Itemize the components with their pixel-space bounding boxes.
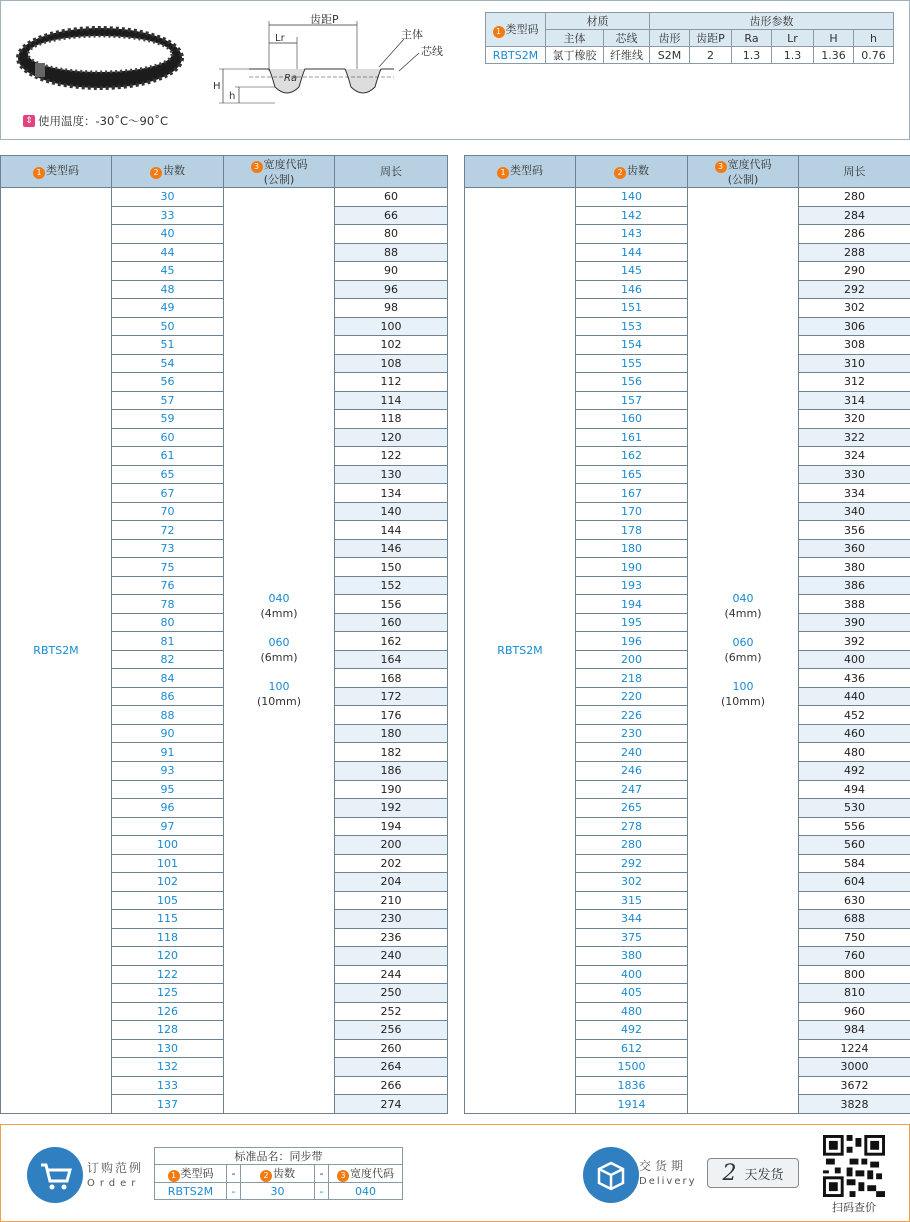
perimeter-cell: 440 (799, 687, 910, 706)
teeth-header: 2 齿数 (112, 156, 224, 188)
timing-belt-image (15, 23, 185, 93)
perimeter-cell: 630 (799, 891, 910, 910)
teeth-cell: 170 (576, 502, 688, 521)
perimeter-cell: 190 (335, 780, 448, 799)
perimeter-cell: 312 (799, 373, 910, 392)
tooth-profile-diagram (209, 11, 459, 111)
perimeter-cell: 306 (799, 317, 910, 336)
teeth-cell: 153 (576, 317, 688, 336)
teeth-cell: 344 (576, 910, 688, 929)
perimeter-cell: 274 (335, 1095, 448, 1114)
teeth-cell: 100 (112, 836, 224, 855)
perimeter-cell: 324 (799, 447, 910, 466)
perimeter-cell: 146 (335, 539, 448, 558)
pitch-label: 齿距P (310, 13, 339, 26)
order-example-table: 标准品名：同步带 1 类型码 - 2 齿数 - 3 宽度代码 RBTS2M - 30 - 040 (154, 1147, 403, 1200)
teeth-cell: 280 (576, 836, 688, 855)
teeth-cell: 196 (576, 632, 688, 651)
spec-table: 1 类型码 材质 齿形参数 主体 芯线 齿形 齿距P Ra Lr H h RBTS2M 氯丁橡胶 纤维线 S2M 2 1.3 1.3 1.36 0.76 (485, 12, 894, 64)
teeth-cell: 61 (112, 447, 224, 466)
perimeter-cell: 320 (799, 410, 910, 429)
teeth-cell: 247 (576, 780, 688, 799)
perimeter-cell: 130 (335, 465, 448, 484)
perimeter-cell: 3000 (799, 1058, 910, 1077)
perimeter-cell: 60 (335, 188, 448, 207)
perimeter-cell: 150 (335, 558, 448, 577)
perimeter-cell: 200 (335, 836, 448, 855)
spec-tooth-header: 齿形参数 (650, 13, 894, 30)
perimeter-cell: 192 (335, 799, 448, 818)
perimeter-cell: 3828 (799, 1095, 910, 1114)
teeth-cell: 73 (112, 539, 224, 558)
teeth-cell: 84 (112, 669, 224, 688)
teeth-cell: 82 (112, 650, 224, 669)
teeth-cell: 50 (112, 317, 224, 336)
teeth-cell: 1500 (576, 1058, 688, 1077)
teeth-cell: 180 (576, 539, 688, 558)
perimeter-cell: 80 (335, 225, 448, 244)
perimeter-cell: 186 (335, 761, 448, 780)
perimeter-cell: 168 (335, 669, 448, 688)
width-code: 060 (268, 636, 290, 650)
perimeter-cell: 164 (335, 650, 448, 669)
body-label: 主体 (401, 28, 423, 41)
perimeter-cell: 750 (799, 928, 910, 947)
teeth-cell: 133 (112, 1076, 224, 1095)
perimeter-cell: 286 (799, 225, 910, 244)
perimeter-cell: 280 (799, 188, 910, 207)
teeth-cell: 125 (112, 984, 224, 1003)
teeth-cell: 56 (112, 373, 224, 392)
teeth-cell: 230 (576, 724, 688, 743)
teeth-cell: 72 (112, 521, 224, 540)
perimeter-cell: 264 (335, 1058, 448, 1077)
perimeter-cell: 90 (335, 262, 448, 281)
delivery-box-icon (583, 1147, 639, 1203)
perimeter-cell: 452 (799, 706, 910, 725)
width-header: 3 宽度代码 (公制) (688, 156, 799, 188)
width-code: 060 (732, 636, 754, 650)
perimeter-cell: 380 (799, 558, 910, 577)
perimeter-cell: 244 (335, 965, 448, 984)
teeth-cell: 126 (112, 1002, 224, 1021)
type-cell: RBTS2M (465, 188, 576, 1114)
teeth-cell: 240 (576, 743, 688, 762)
perimeter-cell: 108 (335, 354, 448, 373)
teeth-cell: 128 (112, 1021, 224, 1040)
teeth-cell: 81 (112, 632, 224, 651)
perimeter-header: 周长 (335, 156, 448, 188)
perimeter-cell: 250 (335, 984, 448, 1003)
teeth-cell: 59 (112, 410, 224, 429)
perimeter-cell: 152 (335, 576, 448, 595)
perimeter-cell: 288 (799, 243, 910, 262)
type-header: 1 类型码 (465, 156, 576, 188)
width-mm: (4mm) (260, 607, 298, 621)
perimeter-cell: 688 (799, 910, 910, 929)
perimeter-cell: 98 (335, 299, 448, 318)
teeth-cell: 155 (576, 354, 688, 373)
width-code: 100 (268, 680, 290, 694)
teeth-cell: 292 (576, 854, 688, 873)
perimeter-cell: 810 (799, 984, 910, 1003)
teeth-cell: 78 (112, 595, 224, 614)
perimeter-header: 周长 (799, 156, 910, 188)
teeth-cell: 226 (576, 706, 688, 725)
teeth-cell: 65 (112, 465, 224, 484)
spec-material-header: 材质 (546, 13, 650, 30)
perimeter-cell: 266 (335, 1076, 448, 1095)
perimeter-cell: 392 (799, 632, 910, 651)
perimeter-cell: 112 (335, 373, 448, 392)
width-code: 040 (732, 592, 754, 606)
teeth-cell: 51 (112, 336, 224, 355)
width-mm: (6mm) (260, 651, 298, 665)
perimeter-cell: 340 (799, 502, 910, 521)
teeth-cell: 120 (112, 947, 224, 966)
teeth-header: 2 齿数 (576, 156, 688, 188)
perimeter-cell: 308 (799, 336, 910, 355)
perimeter-cell: 256 (335, 1021, 448, 1040)
teeth-cell: 375 (576, 928, 688, 947)
qr-label: 扫码查价 (832, 1201, 876, 1214)
order-subtitle: Order (87, 1178, 141, 1189)
teeth-cell: 45 (112, 262, 224, 281)
perimeter-cell: 302 (799, 299, 910, 318)
H-label: H (213, 81, 221, 92)
teeth-cell: 102 (112, 873, 224, 892)
size-table-right (464, 155, 910, 1114)
perimeter-cell: 960 (799, 1002, 910, 1021)
teeth-cell: 91 (112, 743, 224, 762)
teeth-cell: 132 (112, 1058, 224, 1077)
teeth-cell: 1914 (576, 1095, 688, 1114)
teeth-cell: 193 (576, 576, 688, 595)
thermometer-icon: ⇕ (23, 115, 35, 127)
teeth-cell: 165 (576, 465, 688, 484)
teeth-cell: 122 (112, 965, 224, 984)
perimeter-cell: 334 (799, 484, 910, 503)
teeth-cell: 265 (576, 799, 688, 818)
teeth-cell: 220 (576, 687, 688, 706)
perimeter-cell: 252 (335, 1002, 448, 1021)
product-info-panel (0, 0, 910, 140)
teeth-cell: 90 (112, 724, 224, 743)
teeth-cell: 156 (576, 373, 688, 392)
teeth-cell: 194 (576, 595, 688, 614)
teeth-cell: 48 (112, 280, 224, 299)
teeth-cell: 80 (112, 613, 224, 632)
qr-code-icon[interactable] (823, 1135, 885, 1197)
teeth-cell: 161 (576, 428, 688, 447)
core-label: 芯线 (421, 45, 443, 58)
perimeter-cell: 390 (799, 613, 910, 632)
delivery-subtitle: Delivery (639, 1176, 697, 1187)
teeth-cell: 612 (576, 1039, 688, 1058)
delivery-days-badge: 2 天发货 (707, 1158, 799, 1188)
table-row (465, 188, 910, 207)
teeth-cell: 30 (112, 188, 224, 207)
teeth-cell: 67 (112, 484, 224, 503)
perimeter-cell: 436 (799, 669, 910, 688)
teeth-cell: 146 (576, 280, 688, 299)
delivery-title: 交货期 (639, 1159, 688, 1173)
h-label: h (229, 91, 236, 102)
teeth-cell: 400 (576, 965, 688, 984)
perimeter-cell: 494 (799, 780, 910, 799)
perimeter-cell: 172 (335, 687, 448, 706)
size-table-left (0, 155, 448, 1114)
perimeter-cell: 176 (335, 706, 448, 725)
teeth-cell: 60 (112, 428, 224, 447)
perimeter-cell: 492 (799, 761, 910, 780)
teeth-cell: 178 (576, 521, 688, 540)
teeth-cell: 151 (576, 299, 688, 318)
perimeter-cell: 480 (799, 743, 910, 762)
temperature-note: ⇕ 使用温度：-30˚C～90˚C (23, 113, 168, 129)
teeth-cell: 144 (576, 243, 688, 262)
teeth-cell: 195 (576, 613, 688, 632)
perimeter-cell: 984 (799, 1021, 910, 1040)
width-cell (688, 188, 799, 1114)
perimeter-cell: 240 (335, 947, 448, 966)
teeth-cell: 54 (112, 354, 224, 373)
teeth-cell: 246 (576, 761, 688, 780)
teeth-cell: 278 (576, 817, 688, 836)
teeth-cell: 88 (112, 706, 224, 725)
perimeter-cell: 88 (335, 243, 448, 262)
order-panel (0, 1124, 910, 1222)
perimeter-cell: 460 (799, 724, 910, 743)
ra-label: Ra (284, 73, 298, 84)
perimeter-cell: 194 (335, 817, 448, 836)
teeth-cell: 76 (112, 576, 224, 595)
width-mm: (4mm) (724, 607, 762, 621)
perimeter-cell: 604 (799, 873, 910, 892)
perimeter-cell: 400 (799, 650, 910, 669)
perimeter-cell: 134 (335, 484, 448, 503)
width-mm: (6mm) (724, 651, 762, 665)
teeth-cell: 130 (112, 1039, 224, 1058)
perimeter-cell: 386 (799, 576, 910, 595)
cart-icon (27, 1147, 83, 1203)
perimeter-cell: 284 (799, 206, 910, 225)
teeth-cell: 218 (576, 669, 688, 688)
perimeter-cell: 120 (335, 428, 448, 447)
perimeter-cell: 260 (335, 1039, 448, 1058)
teeth-cell: 40 (112, 225, 224, 244)
teeth-cell: 95 (112, 780, 224, 799)
perimeter-cell: 230 (335, 910, 448, 929)
perimeter-cell: 118 (335, 410, 448, 429)
spec-type-header: 1 类型码 (486, 13, 546, 47)
width-mm: (10mm) (256, 695, 301, 709)
width-code: 100 (732, 680, 754, 694)
perimeter-cell: 556 (799, 817, 910, 836)
teeth-cell: 154 (576, 336, 688, 355)
perimeter-cell: 290 (799, 262, 910, 281)
teeth-cell: 157 (576, 391, 688, 410)
teeth-cell: 105 (112, 891, 224, 910)
type-cell: RBTS2M (1, 188, 112, 1114)
teeth-cell: 44 (112, 243, 224, 262)
teeth-cell: 405 (576, 984, 688, 1003)
perimeter-cell: 202 (335, 854, 448, 873)
perimeter-cell: 180 (335, 724, 448, 743)
perimeter-cell: 584 (799, 854, 910, 873)
perimeter-cell: 310 (799, 354, 910, 373)
perimeter-cell: 560 (799, 836, 910, 855)
perimeter-cell: 330 (799, 465, 910, 484)
perimeter-cell: 292 (799, 280, 910, 299)
perimeter-cell: 236 (335, 928, 448, 947)
perimeter-cell: 140 (335, 502, 448, 521)
teeth-cell: 97 (112, 817, 224, 836)
teeth-cell: 145 (576, 262, 688, 281)
teeth-cell: 75 (112, 558, 224, 577)
width-mm: (10mm) (720, 695, 765, 709)
teeth-cell: 142 (576, 206, 688, 225)
width-cell (224, 188, 335, 1114)
perimeter-cell: 122 (335, 447, 448, 466)
teeth-cell: 492 (576, 1021, 688, 1040)
perimeter-cell: 144 (335, 521, 448, 540)
teeth-cell: 57 (112, 391, 224, 410)
teeth-cell: 1836 (576, 1076, 688, 1095)
perimeter-cell: 102 (335, 336, 448, 355)
teeth-cell: 101 (112, 854, 224, 873)
teeth-cell: 86 (112, 687, 224, 706)
teeth-cell: 118 (112, 928, 224, 947)
lr-label: Lr (275, 33, 285, 44)
perimeter-cell: 210 (335, 891, 448, 910)
perimeter-cell: 388 (799, 595, 910, 614)
teeth-cell: 70 (112, 502, 224, 521)
perimeter-cell: 322 (799, 428, 910, 447)
teeth-cell: 137 (112, 1095, 224, 1114)
teeth-cell: 160 (576, 410, 688, 429)
perimeter-cell: 160 (335, 613, 448, 632)
perimeter-cell: 1224 (799, 1039, 910, 1058)
perimeter-cell: 356 (799, 521, 910, 540)
teeth-cell: 96 (112, 799, 224, 818)
teeth-cell: 200 (576, 650, 688, 669)
perimeter-cell: 760 (799, 947, 910, 966)
perimeter-cell: 96 (335, 280, 448, 299)
teeth-cell: 33 (112, 206, 224, 225)
teeth-cell: 315 (576, 891, 688, 910)
teeth-cell: 115 (112, 910, 224, 929)
table-row (1, 188, 448, 207)
teeth-cell: 49 (112, 299, 224, 318)
perimeter-cell: 314 (799, 391, 910, 410)
teeth-cell: 380 (576, 947, 688, 966)
perimeter-cell: 156 (335, 595, 448, 614)
teeth-cell: 167 (576, 484, 688, 503)
teeth-cell: 190 (576, 558, 688, 577)
perimeter-cell: 100 (335, 317, 448, 336)
order-title: 订购范例 (87, 1161, 144, 1175)
perimeter-cell: 182 (335, 743, 448, 762)
width-code: 040 (268, 592, 290, 606)
perimeter-cell: 204 (335, 873, 448, 892)
perimeter-cell: 66 (335, 206, 448, 225)
perimeter-cell: 360 (799, 539, 910, 558)
width-header: 3 宽度代码 (公制) (224, 156, 335, 188)
perimeter-cell: 530 (799, 799, 910, 818)
perimeter-cell: 114 (335, 391, 448, 410)
perimeter-cell: 3672 (799, 1076, 910, 1095)
teeth-cell: 480 (576, 1002, 688, 1021)
teeth-cell: 302 (576, 873, 688, 892)
teeth-cell: 143 (576, 225, 688, 244)
perimeter-cell: 800 (799, 965, 910, 984)
teeth-cell: 140 (576, 188, 688, 207)
perimeter-cell: 162 (335, 632, 448, 651)
teeth-cell: 93 (112, 761, 224, 780)
type-header: 1 类型码 (1, 156, 112, 188)
teeth-cell: 162 (576, 447, 688, 466)
